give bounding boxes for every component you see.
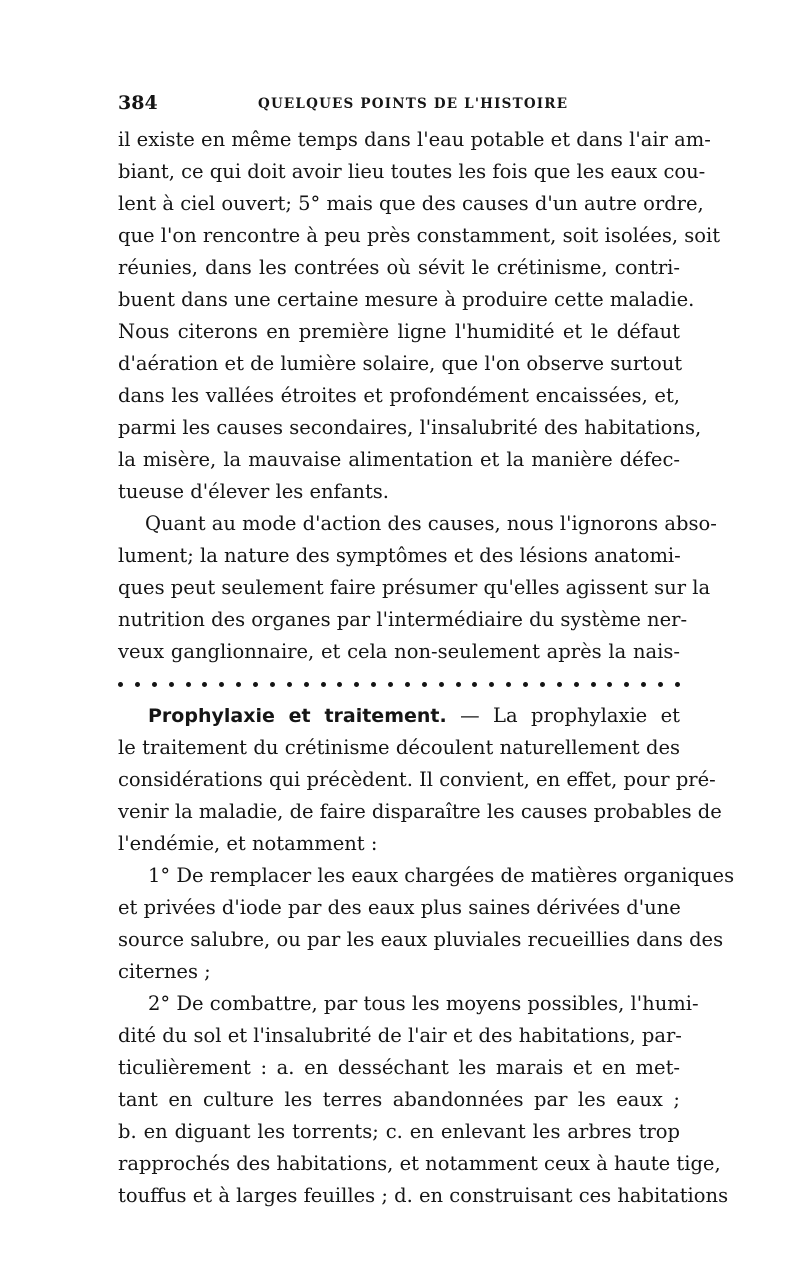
separator-dot <box>152 682 157 687</box>
text-line: considérations qui précèdent. Il convient, en effet, pour pré- <box>118 768 716 791</box>
separator-dot <box>557 682 562 687</box>
text-line: dans les vallées étroites et profondément encaissées, et, <box>118 384 680 407</box>
separator-dot <box>658 682 663 687</box>
separator-dot <box>574 682 579 687</box>
text-line: 1° De remplacer les eaux chargées de matières organiques <box>148 864 735 887</box>
text-line: parmi les causes secondaires, l'insalubrité des habitations, <box>118 416 702 439</box>
text-line: la misère, la mauvaise alimentation et la manière défec- <box>118 448 680 471</box>
separator-dot <box>169 682 174 687</box>
separator-dot <box>135 682 140 687</box>
separator-dot <box>472 682 477 687</box>
separator-dot <box>287 682 292 687</box>
text-line: nutrition des organes par l'intermédiaire du système ner- <box>118 608 688 631</box>
text-line: biant, ce qui doit avoir lieu toutes les fois que les eaux cou- <box>118 160 706 183</box>
separator-dot <box>337 682 342 687</box>
separator-dot <box>439 682 444 687</box>
ellipsis-separator <box>118 674 680 694</box>
text-line: Nous citerons en première ligne l'humidité et le défaut <box>118 320 680 343</box>
separator-dot <box>675 682 680 687</box>
text-line: rapprochés des habitations, et notamment ceux à haute tige, <box>118 1152 721 1175</box>
separator-dot <box>405 682 410 687</box>
text-line: 2° De combattre, par tous les moyens possibles, l'humi- <box>148 992 699 1015</box>
text-line: le traitement du crétinisme découlent naturellement des <box>118 736 680 759</box>
text-line: Quant au mode d'action des causes, nous l'ignorons abso- <box>145 512 717 535</box>
text-line: dité du sol et l'insalubrité de l'air et des habitations, par- <box>118 1024 682 1047</box>
separator-dot <box>236 682 241 687</box>
text-line: veux ganglionnaire, et cela non-seulement après la nais- <box>118 640 680 663</box>
page-number: 384 <box>118 92 158 114</box>
text-line: et privées d'iode par des eaux plus saines dérivées d'une <box>118 896 681 919</box>
separator-dot <box>523 682 528 687</box>
text-line: source salubre, ou par les eaux pluviales recueillies dans des <box>118 928 724 951</box>
separator-dot <box>186 682 191 687</box>
text-line: lument; la nature des symptômes et des lésions anatomi- <box>118 544 681 567</box>
separator-dot <box>354 682 359 687</box>
text-line: que l'on rencontre à peu près constamment, soit isolées, soit <box>118 224 721 247</box>
separator-dot <box>456 682 461 687</box>
section-heading-line <box>148 700 680 732</box>
text-line: tueuse d'élever les enfants. <box>118 480 390 503</box>
text-line: tant en culture les terres abandonnées par les eaux ; <box>118 1088 680 1111</box>
separator-dot <box>607 682 612 687</box>
text-line: citernes ; <box>118 960 211 983</box>
text-line: lent à ciel ouvert; 5° mais que des causes d'un autre ordre, <box>118 192 704 215</box>
text-line: l'endémie, et notamment : <box>118 832 378 855</box>
separator-dot <box>624 682 629 687</box>
text-line: b. en diguant les torrents; c. en enlevant les arbres trop <box>118 1120 680 1143</box>
text-line: touffus et à larges feuilles ; d. en construisant ces habitations <box>118 1184 729 1207</box>
text-line: ques peut seulement faire présumer qu'elles agissent sur la <box>118 576 711 599</box>
text-line: ticulièrement : a. en desséchant les marais et en met- <box>118 1056 680 1079</box>
text-line: réunies, dans les contrées où sévit le crétinisme, contri- <box>118 256 680 279</box>
separator-dot <box>422 682 427 687</box>
separator-dot <box>371 682 376 687</box>
separator-dot <box>304 682 309 687</box>
separator-dot <box>253 682 258 687</box>
separator-dot <box>270 682 275 687</box>
separator-dot <box>591 682 596 687</box>
text-line: venir la maladie, de faire disparaître les causes probables de <box>118 800 722 823</box>
section-heading: Prophylaxie et traitement. <box>148 705 447 727</box>
separator-dot <box>506 682 511 687</box>
text-line: buent dans une certaine mesure à produire cette maladie. <box>118 288 695 311</box>
separator-dot <box>118 682 123 687</box>
separator-dot <box>321 682 326 687</box>
heading-continuation: — La prophylaxie et <box>446 704 680 727</box>
running-title: QUELQUES POINTS DE L'HISTOIRE <box>258 96 569 112</box>
separator-dot <box>540 682 545 687</box>
separator-dot <box>641 682 646 687</box>
separator-dot <box>388 682 393 687</box>
separator-dot <box>489 682 494 687</box>
separator-dot <box>219 682 224 687</box>
page-header <box>118 92 678 122</box>
text-line: d'aération et de lumière solaire, que l'on observe surtout <box>118 352 683 375</box>
text-line: il existe en même temps dans l'eau potable et dans l'air am- <box>118 128 711 151</box>
separator-dot <box>202 682 207 687</box>
